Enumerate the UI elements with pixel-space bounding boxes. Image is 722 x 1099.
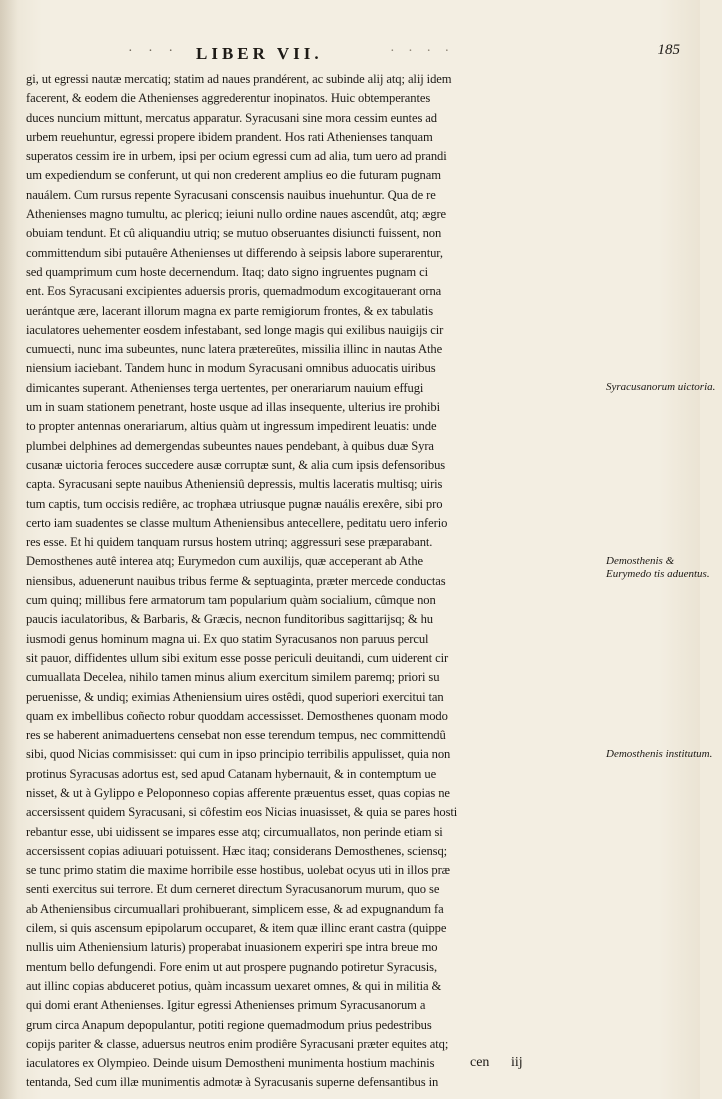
- text-line: plumbei delphines ad demergendas subeuntes naues pendebant, à quibus duæ Syra: [26, 438, 434, 453]
- margin-note: Demosthenis & Eurymedo tis aduentus.: [606, 554, 710, 580]
- text-line: certo iam suadentes se classe multum Atheniensibus antecellere, peditatu uero inferio: [26, 515, 448, 530]
- text-line: um expediendum se conferunt, ut qui non crederent amplius eo die futuram pugnam: [26, 168, 441, 183]
- text-line: iaculatores uehementer eosdem infestabant, sed longe magis qui exilibus nauigijs cir: [26, 322, 444, 337]
- catchword-line: [470, 1055, 620, 1071]
- text-line: protinus Syracusas adortus est, sed apud Catanam hybernauit, & in contemptum ue: [26, 766, 437, 781]
- signature-mark: iij: [510, 1055, 523, 1070]
- text-line: Athenienses magno tumultu, ac plericq; ieiuni nullo ordine naues ascendût, atq; ægre: [26, 207, 447, 222]
- text-line: grum circa Anapum depopulantur, potiti regione quemadmodum prius pedestribus: [26, 1017, 432, 1032]
- header-ornament-right: · · · ·: [390, 44, 455, 59]
- text-line: se tunc primo statim die maxime horribile esse hostibus, uolebat ocyus uti in illos præ: [26, 863, 450, 878]
- gutter-shadow: [0, 0, 18, 1099]
- margin-note: Syracusanorum uictoria.: [606, 380, 716, 393]
- text-line: ab Atheniensibus circumuallari prohibuerant, simplicem esse, & ad expugnandum fa: [26, 901, 444, 916]
- text-line: mentum bello defungendi. Fore enim ut aut prospere pugnando potiretur Syracusis,: [26, 959, 438, 974]
- text-line: tum captis, tum occisis rediêre, ac trophæa utriusque pugnæ nauális erexêre, sibi pro: [26, 496, 443, 511]
- text-line: cumuecti, nunc ima subeuntes, nunc latera prætereūtes, missilia illinc in nautas Athe: [26, 342, 443, 357]
- text-line: to propter antennas onerariarum, altius quàm ut ingressum impedirent leuatis: unde: [26, 419, 437, 434]
- margin-note: Demosthenis institutum.: [606, 747, 713, 760]
- text-line: niensibus, aduenerunt nauibus tribus ferme & septuaginta, præter mercede conductas: [26, 573, 446, 588]
- header-ornament-left: · · ·: [128, 44, 179, 59]
- catchword: cen: [470, 1055, 490, 1070]
- body-text: [26, 70, 716, 1093]
- text-line: uerántque ære, lacerant illorum magna ex parte remigiorum frontes, & ex tabulatis: [26, 303, 433, 318]
- text-line: iaculatores ex Olympieo. Deinde uisum Demostheni munimenta hostium machinis: [26, 1056, 435, 1071]
- text-line: nisset, & ut à Gylippo e Peloponneso copias afferente præuentus esset, quas copias ne: [26, 785, 450, 800]
- text-line: paucis iaculatoribus, & Barbaris, & Græcis, necnon funditoribus sagittarijsq; & hu: [26, 612, 433, 627]
- text-line: accersissent copias adiuuari potuissent. Hæc itaq; considerans Demosthenes, sciensq;: [26, 843, 448, 858]
- text-line: sit pauor, diffidentes ullum sibi exitum esse posse periculi deuitandi, cum uiderent cir: [26, 650, 449, 665]
- running-title: LIBER VII.: [196, 44, 323, 63]
- text-line: cumuallata Decelea, nihilo tamen minus alium exercitum similem paremq; priori su: [26, 670, 440, 685]
- text-line: committendum sibi putauêre Athenienses ut differendo à seipsis labore superarentur,: [26, 245, 443, 260]
- text-line: obuiam tendunt. Et cû aliquandiu utriq; se mutuo obseruantes disiuncti fuissent, non: [26, 226, 442, 241]
- text-line: dimicantes superant. Athenienses terga uertentes, per onerariarum nauium effugi: [26, 380, 424, 395]
- text-line: iusmodi genus hominum magna ui. Ex quo statim Syracusanos non paruus percul: [26, 631, 429, 646]
- text-line: urbem reuehuntur, egressi propere ibidem prandent. Hos rati Athenienses tanquam: [26, 129, 433, 144]
- text-line: superatos cessim ire in urbem, ipsi per ocium egressi cum ad alia, tum uero ad prandi: [26, 149, 447, 164]
- page-header: [128, 40, 680, 68]
- text-line: copijs pariter & classe, aduersus neutros enim prodiêre Syracusani præter equites atq;: [26, 1036, 449, 1051]
- text-line: tentanda, Sed cum illæ munimentis admotæ à Syracusanis superne defensantibus in: [26, 1075, 439, 1090]
- text-line: sibi, quod Nicias commisisset: qui cum in ipso principio terribilis appulisset, quia non: [26, 747, 451, 762]
- text-line: facerent, & eodem die Athenienses aggrederentur inopinatos. Huic obtemperantes: [26, 91, 431, 106]
- text-line: Demosthenes autê interea atq; Eurymedon cum auxilijs, quæ acceperant ab Athe: [26, 554, 424, 569]
- text-line: niensium iaciebant. Tandem hunc in modum Syracusani omnibus aduocatis uiribus: [26, 361, 436, 376]
- text-line: nullis uim Atheniensium laturis) properabat inuasionem experiri spe intra breue mo: [26, 940, 438, 955]
- text-line: qui domi erant Athenienses. Igitur egressi Athenienses primum Syracusanorum a: [26, 998, 426, 1013]
- text-line: sed quamprimum cum hoste decernendum. Itaq; dato signo ingruentes pugnam ci: [26, 264, 429, 279]
- folio-number: 185: [657, 42, 680, 58]
- text-line: quam ex imbellibus coñecto robur quoddam accessisset. Demosthenes quonam modo: [26, 708, 448, 723]
- text-line: res esse. Et hi quidem tanquam rursus hostem utrinq; aggressuri sese præparabant.: [26, 535, 433, 550]
- text-line: res se haberent animaduertens censebat non esse terendum tempus, nec committendû: [26, 728, 446, 743]
- text-line: nauálem. Cum rursus repente Syracusani conscensis nauibus inuehuntur. Qua de re: [26, 187, 436, 202]
- text-line: rebantur esse, ubi uidissent se impares esse atq; circumuallatos, non perinde etiam si: [26, 824, 443, 839]
- text-line: cum quinq; millibus fere armatorum tam popularium quàm socialium, cûmque non: [26, 593, 436, 608]
- text-line: accersissent quidem Syracusani, si côfestim eos Nicias inuasisset, & quia se pares hosti: [26, 805, 458, 820]
- text-line: duces nuncium mittunt, mercatus apparatur. Syracusani sine mora cessim euntes ad: [26, 110, 437, 125]
- text-line: capta. Syracusani septe nauibus Atheniensiû depressis, multis laceratis multisq; uiris: [26, 477, 443, 492]
- text-line: gi, ut egressi nautæ mercatiq; statim ad naues prandérent, ac subinde alij atq; alij idem: [26, 72, 452, 86]
- text-line: senti exercitus sui terrore. Et dum cerneret directum Syracusanorum murum, quo se: [26, 882, 440, 897]
- text-line: peruenisse, & undiq; eximias Atheniensium uires ostêdi, quod superiori exercitui tan: [26, 689, 444, 704]
- text-line: um in suam stationem penetrant, hoste usque ad illas insequente, ulterius ire prohibi: [26, 400, 441, 415]
- text-line: aut illinc copias abduceret potius, quàm incassum uexaret omnes, & qui in militia &: [26, 978, 442, 993]
- text-line: cilem, si quis ascensum epipolarum occuparet, & item quæ illinc erant castra (quippe: [26, 921, 447, 936]
- text-line: cusanæ uictoria feroces succedere ausæ corruptæ sunt, & alia cum ipsis defensoribus: [26, 457, 446, 472]
- text-line: ent. Eos Syracusani excipientes aduersis proris, quemadmodum excogitauerant orna: [26, 284, 442, 299]
